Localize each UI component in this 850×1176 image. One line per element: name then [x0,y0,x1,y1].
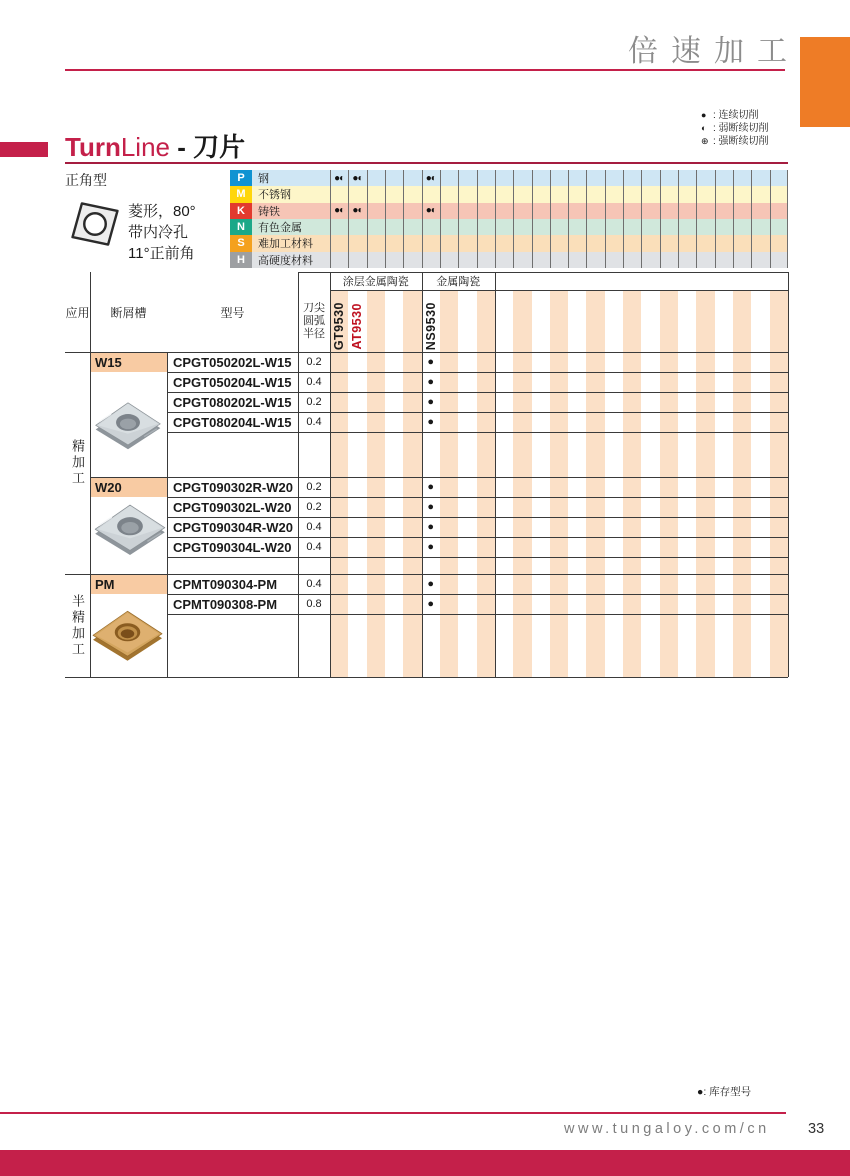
material-grade-cell [422,186,440,202]
material-grade-cell [641,219,659,235]
brand-name-bold: Turn [65,132,121,162]
material-grade-cell [458,219,476,235]
column-stripe [733,290,751,677]
material-grade-cell [440,203,458,219]
material-code-S: S [230,235,252,251]
material-grade-cell [770,219,788,235]
grade-name-NS9530 [422,292,440,350]
column-stripe [403,290,421,677]
insert-photo-pm [90,608,165,664]
radius-cell: 0.2 [306,501,322,513]
material-grade-cell [715,203,733,219]
material-grade-cell [550,235,568,251]
corner-accent-block [800,37,850,127]
material-grade-cell [495,235,513,251]
page-number: 33 [808,1121,825,1137]
material-grade-cell [568,170,586,186]
material-grade-cell [440,219,458,235]
material-grade-cell [513,170,531,186]
grid-line-h [330,290,788,291]
grid-line-h [167,594,788,595]
material-grade-cell [403,235,421,251]
designation-cell: CPGT090302R-W20 [173,479,293,495]
material-grade-cell [440,252,458,268]
insert-photo-graphic [90,608,165,664]
material-grade-cell [770,252,788,268]
material-suitability-marks: ●◐ [334,172,345,184]
grid-line-h [167,497,788,498]
column-stripe [513,290,531,677]
material-grade-cell [678,203,696,219]
stock-dot: ● [427,521,435,533]
material-grade-cell [770,170,788,186]
material-grade-cell [660,170,678,186]
material-grade-cell [495,170,513,186]
material-grade-cell [605,203,623,219]
material-grade-cell [403,252,421,268]
insert-photo-w15 [92,400,164,452]
column-stripe [367,290,385,677]
material-grade-cell [458,170,476,186]
material-grade-cell [678,235,696,251]
grid-line-v [330,272,331,677]
application-cell [65,574,90,677]
designation-cell: CPGT050204L-W15 [173,374,292,390]
heavy-interrupted-cut-icon: ⊕ [701,136,709,146]
grade-name-GT9530 [330,292,348,350]
material-grade-cell [733,203,751,219]
brand-name-light: Line [120,132,170,162]
grid-line-h [167,517,788,518]
material-grade-cell [751,203,769,219]
grid-line-h [167,557,788,558]
material-grade-cell [477,252,495,268]
header-designation: 型号 [220,305,245,320]
insert-table [65,272,791,678]
radius-cell: 0.4 [306,416,322,428]
material-grade-cell [678,170,696,186]
grid-line-h [167,537,788,538]
designation-cell: CPGT080202L-W15 [173,394,292,410]
material-grade-cell [458,186,476,202]
material-grade-cell [660,203,678,219]
light-interrupted-cut-icon: ◐ [701,123,707,133]
material-grade-cell [733,186,751,202]
material-grade-cell [495,186,513,202]
continuous-cut-icon: ● [701,110,707,120]
material-grade-cell [495,219,513,235]
chipbreaker-label-w20: W20 [90,477,167,497]
material-grade-cell [715,235,733,251]
radius-cell: 0.4 [306,541,322,553]
column-stripe [623,290,641,677]
grid-line-v [495,272,496,677]
material-grade-cell [330,219,348,235]
material-grade-cell [660,252,678,268]
material-grade-cell [605,235,623,251]
material-grade-cell [568,219,586,235]
insert-description: 菱形，80° 带内冷孔 11°正前角 [128,203,196,262]
material-grade-cell [385,235,403,251]
material-grade-cell [641,252,659,268]
material-grade-cell [348,186,366,202]
legend-label: : 连续切削 [713,110,759,121]
material-grade-cell [605,252,623,268]
designation-cell: CPGT080204L-W15 [173,414,292,430]
column-stripe [586,290,604,677]
footer-accent-bar [0,1150,850,1176]
grid-line-h [65,352,788,353]
stock-dot: ● [427,376,435,388]
application-label: 精加工 [70,439,85,487]
stock-dot: ● [427,356,435,368]
column-stripe [696,290,714,677]
stock-dot: ● [427,481,435,493]
column-stripe [440,290,458,677]
material-grade-cell [477,235,495,251]
material-code-K: K [230,203,252,219]
material-grade-cell [751,235,769,251]
grid-line-h [167,392,788,393]
grid-line-v [167,352,168,677]
header-cermet-group: 金属陶瓷 [436,276,481,288]
grid-line-h [167,412,788,413]
material-grade-cell [660,219,678,235]
header-chipbreaker: 断屑槽 [110,305,147,320]
column-stripe [660,290,678,677]
grid-line-h [298,272,788,273]
material-grade-cell [623,170,641,186]
grade-name-text: AT9530 [350,303,365,350]
material-grade-cell [586,252,604,268]
material-grade-cell [660,186,678,202]
material-name: 钢 [252,170,330,186]
chipbreaker-label-w15: W15 [90,352,167,372]
material-grade-cell [403,219,421,235]
material-grade-cell [696,219,714,235]
material-grade-cell [751,170,769,186]
material-code-N: N [230,219,252,235]
material-grade-cell [367,186,385,202]
material-grade-cell [715,252,733,268]
material-code-H: H [230,252,252,268]
material-grade-cell [586,235,604,251]
stock-dot: ● [427,598,435,610]
material-grade-cell [641,203,659,219]
material-grade-cell [532,219,550,235]
material-grade-cell [623,219,641,235]
material-grade-cell [532,186,550,202]
material-suitability-marks: ●◐ [425,172,436,184]
material-name: 铸铁 [252,203,330,219]
header-corner-radius: 刀尖 圆弧 半径 [303,301,325,340]
grade-name-AT9530 [348,292,366,350]
material-grade-cell [367,235,385,251]
stock-item-legend: ●: 库存型号 [697,1086,752,1098]
material-grade-cell [495,203,513,219]
stock-dot: ● [427,396,435,408]
stock-dot: ● [427,578,435,590]
insert-type-label: 正角型 [65,172,107,188]
stock-dot: ● [427,541,435,553]
material-grade-cell [715,186,733,202]
material-code-M: M [230,186,252,202]
grid-line-h [90,477,788,478]
material-grade-cell [641,170,659,186]
stock-dot: ● [427,416,435,428]
material-grade-cell [348,235,366,251]
material-grade-cell [696,235,714,251]
material-grade-cell [532,170,550,186]
material-grade-cell [586,186,604,202]
material-grade-cell [586,203,604,219]
material-grade-cell [586,219,604,235]
material-grade-cell [751,219,769,235]
grid-line-h [167,372,788,373]
material-grade-cell [385,203,403,219]
material-grade-cell [733,235,751,251]
material-grade-cell [422,235,440,251]
material-grade-cell [385,186,403,202]
material-grade-cell [422,252,440,268]
designation-cell: CPGT050202L-W15 [173,354,292,370]
material-grade-cell [330,186,348,202]
material-grade-cell [348,252,366,268]
material-grade-cell [532,203,550,219]
material-grade-cell [678,186,696,202]
radius-cell: 0.8 [306,598,322,610]
footer-rule [0,1112,786,1114]
material-grade-cell [641,235,659,251]
material-grade-cell [770,235,788,251]
material-grade-cell [586,170,604,186]
material-grade-cell [568,186,586,202]
material-grade-cell [660,235,678,251]
grid-line-v [298,272,299,677]
material-grade-cell [733,219,751,235]
radius-cell: 0.4 [306,578,322,590]
material-grade-cell [513,203,531,219]
material-grade-cell [532,252,550,268]
material-grade-cell [605,170,623,186]
material-grade-cell [367,203,385,219]
material-grade-cell [513,235,531,251]
material-grade-cell [770,203,788,219]
insert-photo-graphic [92,502,168,558]
material-grade-cell [623,186,641,202]
material-grade-cell [458,252,476,268]
material-grade-cell [678,219,696,235]
grade-name-text: NS9530 [423,301,438,350]
radius-cell: 0.4 [306,376,322,388]
material-grade-cell [550,252,568,268]
section-title-suffix: - 刀片 [170,132,246,162]
chipbreaker-label-pm: PM [90,574,167,594]
legend-heavy-interrupted [701,135,769,148]
material-grade-cell [477,186,495,202]
material-grade-cell [550,186,568,202]
material-grade-cell [532,235,550,251]
material-grade-cell [568,203,586,219]
material-grade-cell [513,186,531,202]
material-name: 难加工材料 [252,235,330,251]
material-suitability-marks: ●◐ [352,172,363,184]
radius-cell: 0.2 [306,481,322,493]
column-stripe [477,290,495,677]
material-grade-cell [623,252,641,268]
material-grade-cell [440,186,458,202]
footer-url: www.tungaloy.com/cn [564,1121,770,1137]
material-grade-cell [513,219,531,235]
material-grade-cell [367,252,385,268]
material-name: 不锈钢 [252,186,330,202]
material-table [230,170,789,268]
material-grade-cell [330,235,348,251]
grid-line-h [65,677,788,678]
material-grade-cell [513,252,531,268]
legend-label: : 强断续切削 [713,136,769,147]
material-grade-cell [550,203,568,219]
material-grade-cell [696,170,714,186]
material-code-P: P [230,170,252,186]
material-grade-cell [330,252,348,268]
material-grade-cell [385,252,403,268]
grid-line-h [65,574,788,575]
radius-cell: 0.2 [306,356,322,368]
material-suitability-marks: ●◐ [352,205,363,217]
stock-dot: ● [427,501,435,513]
column-stripe [770,290,788,677]
left-accent-block [0,142,48,157]
legend-label: : 弱断续切削 [713,123,769,134]
cutting-legend [701,109,769,148]
insert-photo-w20 [92,502,168,558]
material-grade-cell [568,252,586,268]
material-grade-cell [403,170,421,186]
material-grade-cell [715,219,733,235]
material-grade-cell [623,235,641,251]
application-label: 半精加工 [70,593,85,658]
material-grade-cell [477,170,495,186]
material-grade-cell [623,203,641,219]
material-grade-cell [568,235,586,251]
designation-cell: CPGT090304R-W20 [173,519,293,535]
material-grade-cell [348,219,366,235]
material-suitability-marks: ●◐ [425,205,436,217]
grade-name-text: GT9530 [332,301,347,350]
material-grade-cell [678,252,696,268]
material-grade-cell [477,219,495,235]
material-grade-cell [751,186,769,202]
grid-line-v [90,272,91,677]
material-grade-cell [733,252,751,268]
material-grade-cell [605,219,623,235]
radius-cell: 0.4 [306,521,322,533]
designation-cell: CPGT090304L-W20 [173,539,292,555]
grid-line-h [167,614,788,615]
material-grade-cell [403,186,421,202]
designation-cell: CPGT090302L-W20 [173,499,292,515]
designation-cell: CPMT090308-PM [173,596,278,612]
insert-shape-diagram [66,196,124,252]
grid-line-v [788,272,789,677]
material-grade-cell [385,219,403,235]
material-grade-cell [385,170,403,186]
material-grade-cell [440,235,458,251]
material-grade-cell [367,219,385,235]
section-rule [65,162,788,164]
material-grade-cell [550,219,568,235]
material-grade-cell [403,203,421,219]
material-grade-cell [495,252,513,268]
material-grade-cell [367,170,385,186]
designation-cell: CPMT090304-PM [173,576,278,592]
section-heading [65,127,245,164]
legend-light-interrupted [701,122,769,135]
material-grade-cell [440,170,458,186]
legend-continuous [701,109,769,122]
application-cell [65,352,90,574]
material-grade-cell [458,235,476,251]
page-title: 倍速加工 [628,35,800,68]
grid-line-v [422,272,423,677]
material-grade-cell [696,203,714,219]
material-grade-cell [458,203,476,219]
title-rule [65,69,785,71]
column-stripe [550,290,568,677]
material-grade-cell [696,186,714,202]
material-grade-cell [477,203,495,219]
material-name: 高硬度材料 [252,252,330,268]
grid-line-h [167,432,788,433]
material-grade-cell [751,252,769,268]
header-coated-cermet-group: 涂层金属陶瓷 [342,276,409,288]
material-grade-cell [605,186,623,202]
material-grade-cell [770,186,788,202]
material-suitability-marks: ●◐ [334,205,345,217]
header-application: 应用 [65,305,90,320]
material-grade-cell [733,170,751,186]
material-grade-cell [715,170,733,186]
material-grade-cell [422,219,440,235]
material-name: 有色金属 [252,219,330,235]
material-grade-cell [550,170,568,186]
material-grade-cell [641,186,659,202]
radius-cell: 0.2 [306,396,322,408]
insert-photo-graphic [92,400,164,452]
material-grade-cell [696,252,714,268]
